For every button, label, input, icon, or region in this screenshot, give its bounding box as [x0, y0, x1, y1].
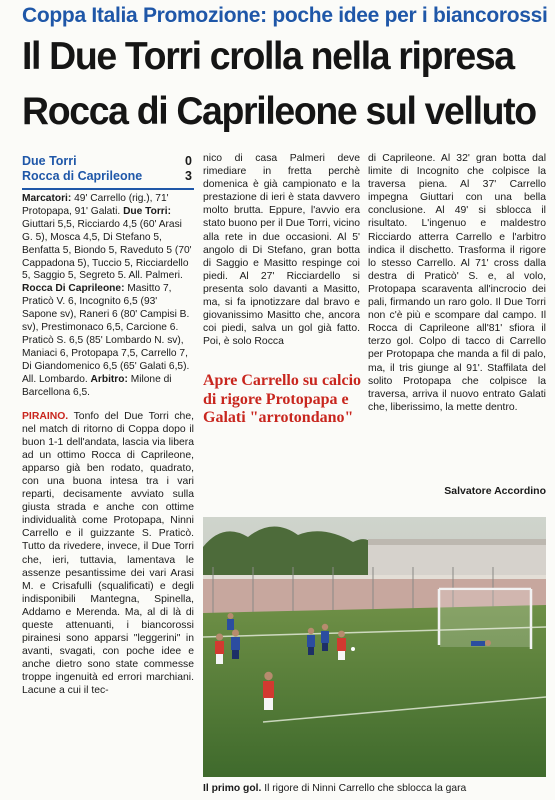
- score-home: [22, 154, 194, 169]
- kicker: Coppa Italia Promozione: poche idee per i biancorossi: [22, 4, 548, 27]
- score-away: [22, 169, 194, 184]
- column-1: [22, 152, 194, 698]
- score-divider: [22, 188, 194, 190]
- caption-text: Il rigore di Ninni Carrello che sblocca la gara: [264, 783, 467, 794]
- match-details: [22, 193, 194, 400]
- away-team: Rocca di Caprileone: [22, 169, 143, 183]
- article-col2: nico di casa Palmeri deve rimediare in fretta perchè domenica è già campionato e la prestazione di ieri è stata davvero molto brutta. Eppure, l'avvio era stato buono per il Due Torri, vicino alla rete in due occasioni. Al 5' angolo di Di Stefano, gran botta di Saggio e Masitto respinge coi piedi. Al 27' Ricciardello si presenta solo davanti a Masitto, ma, si fa ipnotizzare dal bravo e giovanissimo Masitto che, ancora coi piedi, salva un gol già fatto. Poi, è solo Rocca: [203, 153, 360, 348]
- headline-line-1: Il Due Torri crolla nella ripresa: [22, 35, 514, 78]
- article-col1: [22, 410, 194, 698]
- home-goals: 0: [185, 154, 192, 168]
- scorers-text: 49' Carrello (rig.), 71' Protopapa, 91' Galati.: [22, 193, 169, 217]
- byline: Salvatore Accordino: [444, 485, 546, 497]
- scoreboard: [22, 154, 194, 184]
- dateline: PIRAINO.: [22, 410, 69, 422]
- match-photo: [203, 517, 546, 777]
- home-lineup-text: Giuttari 5,5, Ricciardo 4,5 (60' Arasi G. 5), Mosca 4,5, Di Stefano 5, Benfatta 5, Biondo 5, Raveduto 5 (70' Cappadona 5), Tuccio 5, Ricciardello 5, Saggio 5, Segreto 5. All. Palmeri.: [22, 218, 192, 282]
- scorers-label: Marcatori:: [22, 193, 72, 204]
- article-col3: di Caprileone. Al 32' gran botta dal limite di Incognito che colpisce la traversa piena. Al 37' Carrello impegna Giuttari con una bella conclusione. Al 49' si sblocca il risultato. L'ingenuo e maldestro Ricciardo atterra Carrello e l'arbitro indica il dischetto. Trasforma il rigore lo stesso Carrello. Al 71' cross dalla destra di Praticò' S. e, al volo, Protopapa scaraventa all'incrocio dei pali, firmando un raro golo. Il Due Torri non c'è più e scompare dal campo. Il Rocca di Caprileone all'81' sfiora il terzo gol. Colpo di tacco di Carrello per Protopapa che manda a fil di palo, ma, il tris giunge al 91'. Staffilata del solito Protopapa che colpisce la traversa, arriva il nuovo entrato Galati che, liberissimo, la mette dentro.: [368, 153, 546, 413]
- caption-lead: Il primo gol.: [203, 783, 262, 794]
- referee-text: Milone di Barcellona 6,5.: [22, 373, 172, 398]
- away-goals: 3: [185, 169, 192, 183]
- away-lineup-text: Masitto 7, Praticò V. 6, Incognito 6,5 (93' Sapone sv), Raneri 6 (80' Campisi B. sv), Prestimonaco 6,5, Carcione 6. Praticò S. 6,5 (85' Lombardo N. sv), Maniaci 6, Protopapa 7,5, Carrello 7, Di Giandomenico 6,5 (65' Galati 6,5). All. Lombardo.: [22, 283, 190, 385]
- pull-quote: Apre Carrello su calcio di rigore Protopapa e Galati "arrotondano": [203, 372, 362, 427]
- away-lineup-label: Rocca Di Caprileone:: [22, 283, 125, 295]
- article-text-col1: Tonfo del Due Torri che, nel match di ritorno di Coppa dopo il buon 1-1 dell'andata, lascia via libera ad un ottimo Rocca di Caprileone, apparso già ben rodato, quadrato, con una buona intesa tra i vari reparti, decisamente avviato sulla giusta strada e anche con ottime individualità come Protopapa, Ninni Carrello e il guizzante S. Praticò. Tutto da rivedere, invece, il Due Torri che, ieri, tuttavia, lamentava le assenze pesantissime dei vari Arasi M. e Crisafulli (squalificati) e degli indisponibili Mantegna, Spinella, Addamo e Merenda. Ma, al di là di queste attenuanti, i biancorossi pirainesi sono apparsi "leggerini" in avanti, svagati, con poche idee e anche dietro sono state commesse troppe ingenuità ed errori marchiani. Lacune a cui il tec-: [22, 410, 195, 697]
- match-photo-image: [203, 517, 546, 777]
- headline-line-2: Rocca di Caprileone sul velluto: [22, 90, 536, 133]
- home-team: Due Torri: [22, 154, 77, 168]
- photo-caption: [203, 783, 546, 795]
- referee-label: Arbitro:: [90, 373, 128, 385]
- home-lineup-label: Due Torri:: [123, 205, 171, 217]
